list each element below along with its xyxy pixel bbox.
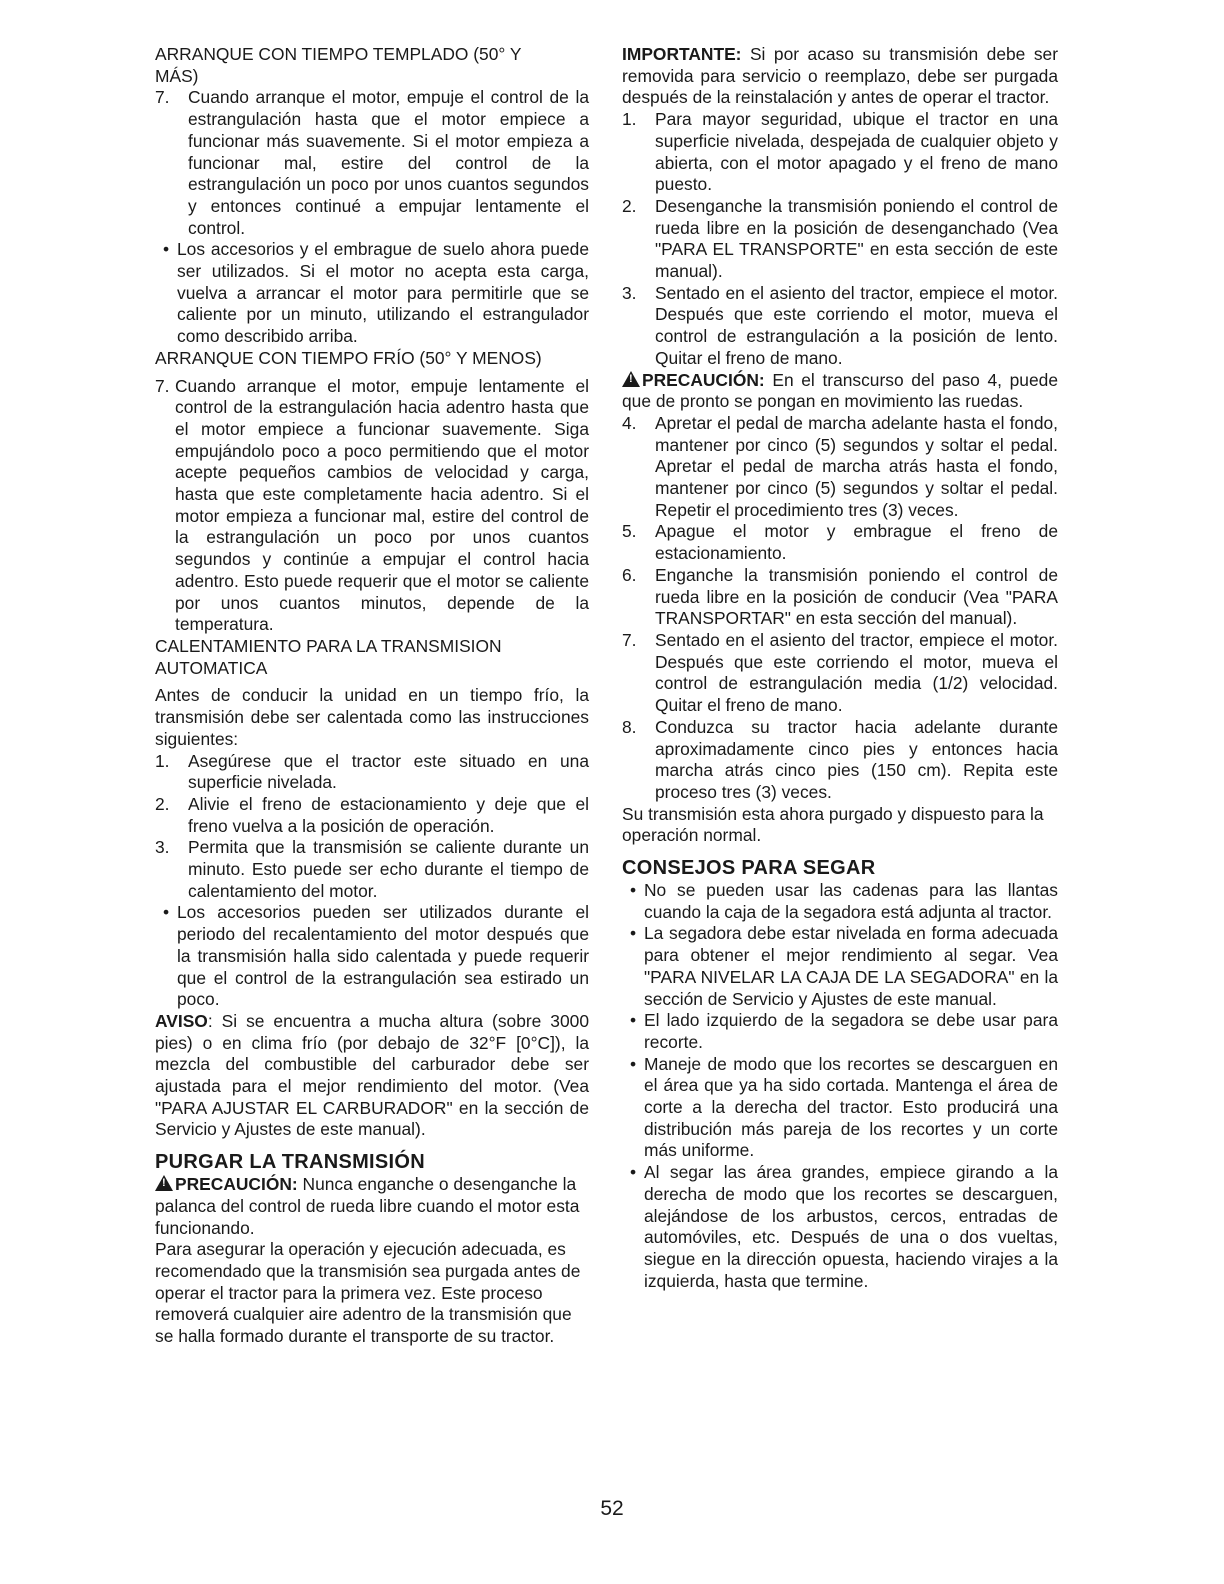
calentamiento-intro: Antes de conducir la unidad en un tiempo frío, la transmisión debe ser calentada como las instrucciones siguientes: <box>155 685 589 749</box>
page-number: 52 <box>600 1497 624 1520</box>
bullet-icon: • <box>162 902 170 923</box>
importante-label: IMPORTANTE: <box>622 44 742 64</box>
warm-start-heading: ARRANQUE CON TIEMPO TEMPLADO (50° Y MÁS) <box>155 44 522 86</box>
item-marker: 1. <box>622 109 637 130</box>
purge-title: PURGAR LA TRANSMISIÓN <box>155 1151 426 1174</box>
calentamiento-heading: CALENTAMIENTO PARA LA TRANSMISION AUTOMATICA <box>155 635 502 678</box>
list-item <box>622 880 1058 923</box>
item-marker: 1. <box>155 750 170 771</box>
item-text: Los accesorios pueden ser utilizados durante el periodo del recalentamiento del motor después que la transmisión halla sido calentada y puede requerir que el control de la estrangulación sea estirado un poco. <box>177 902 589 1010</box>
list-item <box>155 837 589 902</box>
list-item <box>155 794 589 837</box>
caution-label: PRECAUCIÓN: <box>175 1174 298 1195</box>
aviso-text: : Si se encuentra a mucha altura (sobre 3000 pies) o en clima frío (por debajo de 32°F [0°C]), la mezcla del combustible del carburador debe ser ajustada para el mejor rendimiento del motor. (Vea "PARA AJUSTAR EL CARBURADOR" en la sección de Servicio y Ajustes de este manual). <box>155 1010 589 1140</box>
list-item <box>622 413 1058 522</box>
item-text: Sentado en el asiento del tractor, empiece el motor. Después que este corriendo el motor, mueva el control de estrangulación a la posición de lento. Quitar el freno de mano. <box>655 282 1058 368</box>
purge-steps-a <box>622 109 1058 369</box>
bullet-icon: • <box>629 1162 637 1183</box>
item-marker: 3. <box>155 837 170 858</box>
bullet-icon: • <box>629 1053 637 1074</box>
caution-text: Nunca enganche o desenganche la palanca del control de rueda libre cuando el motor esta funcionando. <box>155 1174 580 1238</box>
list-item <box>622 521 1058 564</box>
item-text: Apague el motor y embrague el freno de estacionamiento. <box>655 521 1058 564</box>
bullet-icon: • <box>629 1010 637 1031</box>
item-text: Cuando arranque el motor, empuje lentamente el control de la estrangulación hacia adentro hasta que el motor empiece a funcionar suavemente. Siga empujándolo poco a poco permitiendo que el motor acepte pequeños cambios de velocidad y carga, hasta que este completamente hacia adentro. Si el motor empieza a funcionar mal, estire del control de la estrangulación un poco por unos cuantos segundos y continúe a empujar el control hacia adentro. Esto puede requerir que el motor se caliente por unos cuantos minutos, depende de la temperatura. <box>175 375 589 635</box>
item-marker: 6. <box>622 564 637 585</box>
list-item <box>622 283 1058 370</box>
item-text: Desenganche la transmisión poniendo el control de rueda libre en la posición de desenganchado (Vea "PARA EL TRANSPORTE" en esta sección de este manual). <box>655 195 1058 282</box>
warning-triangle-icon <box>155 1175 173 1191</box>
importante-note <box>622 44 1058 109</box>
right-column <box>622 44 1058 1292</box>
list-item <box>155 239 589 348</box>
list-item <box>622 923 1058 1010</box>
item-text: Cuando arranque el motor, empuje el control de la estrangulación hasta que el motor empiece a funcionar más suavemente. Si el motor empieza a funcionar mal, estire del control de la estrangulación un poco por unos cuantos segundos y entonces continué a empujar lentamente el control. <box>188 87 589 238</box>
item-marker: 8. <box>622 716 637 737</box>
item-text: Enganche la transmisión poniendo el control de rueda libre en la posición de conducir (Vea "PARA TRANSPORTAR" en esta sección del manual). <box>655 564 1058 629</box>
list-item <box>155 751 589 794</box>
caution-text: En el transcurso del paso 4, puede que de pronto se pongan en movimiento las ruedas. <box>622 369 1058 412</box>
list-item <box>155 376 589 636</box>
item-text: Asegúrese que el tractor este situado en una superficie nivelada. <box>188 750 589 793</box>
aviso-label: AVISO <box>155 1010 208 1031</box>
item-marker: 4. <box>622 412 637 433</box>
item-marker: 5. <box>622 521 637 542</box>
list-item <box>622 1054 1058 1163</box>
item-text: Sentado en el asiento del tractor, empiece el motor. Después que este corriendo el motor, mueva el control de estrangulación media (1/2) velocidad. Quitar el freno de mano. <box>655 629 1058 716</box>
aviso-note <box>155 1011 589 1141</box>
list-item <box>622 717 1058 804</box>
item-text: No se pueden usar las cadenas para las llantas cuando la caja de la segadora está adjunta al tractor. <box>644 880 1058 922</box>
list-item <box>622 196 1058 283</box>
consejos-list <box>622 880 1058 1292</box>
caution-note <box>622 370 1058 413</box>
list-item <box>155 902 589 1011</box>
item-marker: 7. <box>622 629 637 650</box>
cold-start-heading: ARRANQUE CON TIEMPO FRÍO (50° Y MENOS) <box>155 347 542 368</box>
item-marker: 2. <box>622 195 637 216</box>
purge-caution <box>155 1174 589 1239</box>
bullet-icon: • <box>162 239 170 260</box>
purged-note: Su transmisión esta ahora purgado y dispuesto para la operación normal. <box>622 803 1044 846</box>
item-text: Apretar el pedal de marcha adelante hasta el fondo, mantener por cinco (5) segundos y soltar el pedal. Apretar el pedal de marcha atrás hasta el fondo, mantener por cinco (5) segundos y soltar el pedal. Repetir el procedimiento tres (3) veces. <box>655 412 1058 520</box>
item-marker: 7. <box>155 375 170 396</box>
caution-label: PRECAUCIÓN: <box>642 369 765 390</box>
consejos-title: CONSEJOS PARA SEGAR <box>622 857 876 880</box>
bullet-icon: • <box>629 880 637 901</box>
importante-text: Si por acaso su transmisión debe ser removida para servicio o reemplazo, debe ser purgada después de la reinstalación y antes de operar el tractor. <box>622 44 1058 108</box>
item-text: Maneje de modo que los recortes se descarguen en el área que ya ha sido cortada. Mantenga el área de corte a la derecha del tractor. Esto producirá una distribución más pareja de los recortes y un corte más uniforme. <box>644 1053 1058 1161</box>
bullet-icon: • <box>629 923 637 944</box>
item-text: Para mayor seguridad, ubique el tractor en una superficie nivelada, despejada de cualquier objeto y abierta, con el motor apagado y el freno de mano puesto. <box>655 109 1058 195</box>
purge-steps-b <box>622 413 1058 804</box>
item-text: Al segar las área grandes, empiece girando a la derecha de modo que los recortes se descarguen, alejándose de los arbustos, cercos, entradas de automóviles, etc. Después de una o dos vueltas, siegue en la dirección opuesta, haciendo virajes a la izquierda, hasta que termine. <box>644 1162 1058 1291</box>
item-text: Permita que la transmisión se caliente durante un minuto. Esto puede ser echo durante el tiempo de calentamiento del motor. <box>188 837 589 901</box>
left-column <box>155 44 589 1348</box>
warm-start-list <box>155 87 589 347</box>
item-text: El lado izquierdo de la segadora se debe usar para recorte. <box>644 1010 1058 1052</box>
item-text: Los accesorios y el embrague de suelo ahora puede ser utilizados. Si el motor no acepta esta carga, vuelva a arrancar el motor para permitirle que se caliente por un minuto, utilizando el estrangulador como describido arriba. <box>177 239 589 347</box>
warning-triangle-icon <box>622 371 640 387</box>
list-item <box>155 87 589 239</box>
list-item <box>622 1010 1058 1053</box>
list-item <box>622 630 1058 717</box>
item-marker: 2. <box>155 793 170 814</box>
item-text: Alivie el freno de estacionamiento y deje que el freno vuelva a la posición de operación. <box>188 793 589 836</box>
item-marker: 3. <box>622 282 637 303</box>
purge-paragraph: Para asegurar la operación y ejecución adecuada, es recomendado que la transmisión sea purgada antes de operar el tractor para la primera vez. Este proceso removerá cualquier aire adentro de la transmisión que se halla formado durante el transporte de su tractor. <box>155 1239 581 1347</box>
item-marker: 7. <box>155 87 170 108</box>
item-text: La segadora debe estar nivelada en forma adecuada para obtener el mejor rendimiento al segar. Vea "PARA NIVELAR LA CAJA DE LA SEGADORA" en la sección de Servicio y Ajustes de este manual. <box>644 923 1058 1009</box>
list-item <box>622 565 1058 630</box>
list-item <box>622 109 1058 196</box>
calentamiento-list <box>155 751 589 1011</box>
list-item <box>622 1162 1058 1292</box>
item-text: Conduzca su tractor hacia adelante durante aproximadamente cinco pies y entonces hacia marcha atrás cinco pies (150 cm). Repita este proceso tres (3) veces. <box>655 716 1058 802</box>
